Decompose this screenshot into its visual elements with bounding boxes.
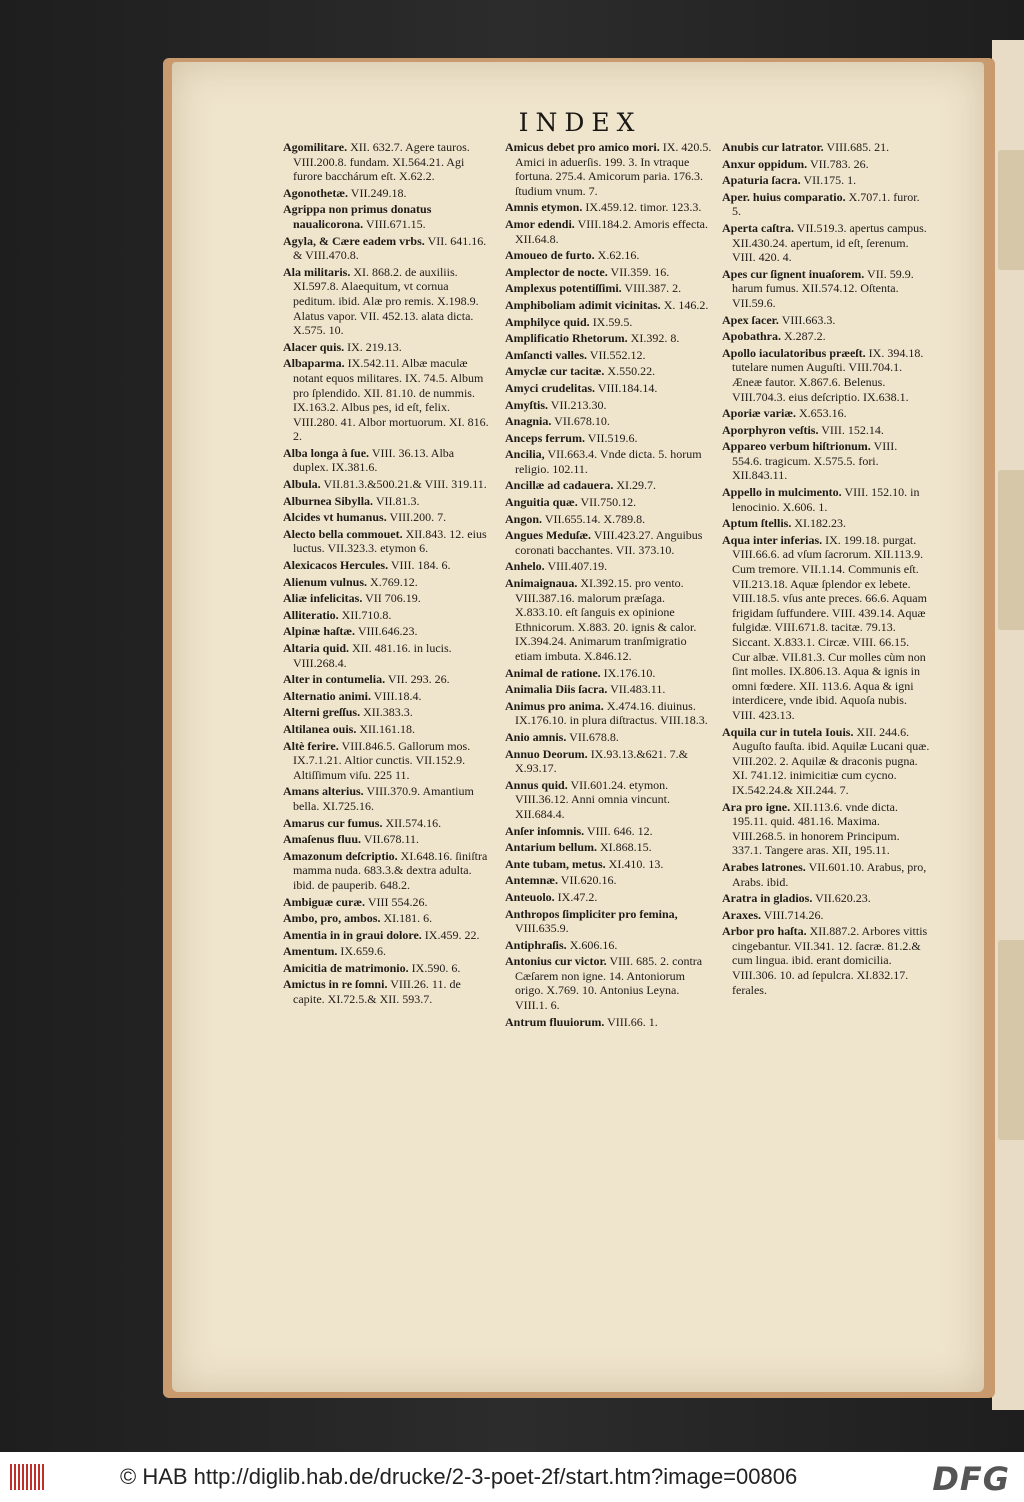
entry-headword: Arabes latrones.: [722, 859, 806, 874]
index-entry: [283, 527, 491, 556]
index-entry: [722, 157, 930, 172]
entry-headword: Altè ferire.: [283, 738, 339, 753]
index-entry: [722, 313, 930, 328]
entry-headword: Antemnæ.: [505, 873, 558, 888]
index-entry: [283, 186, 491, 201]
entry-reference: VII.678.11.: [363, 832, 420, 847]
entry-headword: Alacer quis.: [283, 339, 345, 354]
index-entry: [505, 699, 713, 728]
entry-reference: VII.783. 26.: [809, 156, 869, 171]
index-entry: [505, 364, 713, 379]
entry-headword: Amicitia de matrimonio.: [283, 960, 409, 975]
entry-headword: Animus pro anima.: [505, 698, 604, 713]
index-entry: [505, 315, 713, 330]
index-entry: [722, 891, 930, 906]
index-entry: [505, 824, 713, 839]
index-entry: [505, 447, 713, 476]
entry-reference: VIII.714.26.: [763, 907, 824, 922]
index-entry: [283, 202, 491, 231]
entry-reference: VIII.26. 11. de capite. XI.72.5.& XII. 593.7.: [293, 977, 461, 1007]
entry-headword: Amyclæ cur tacitæ.: [505, 364, 605, 379]
entry-headword: Animaignaua.: [505, 576, 578, 591]
index-entry: [283, 558, 491, 573]
entry-headword: Alba longa à ſue.: [283, 445, 370, 460]
entry-headword: Antarium bellum.: [505, 840, 598, 855]
entry-headword: Animalia Diis ſacra.: [505, 682, 608, 697]
index-entry: [505, 140, 713, 198]
entry-reference: X.769.12.: [370, 574, 418, 589]
index-column-1: [283, 140, 491, 1009]
entry-reference: XI.392.15. pro vento. VIII.387.16. malorum præſaga. X.833.10. eſt ſanguis ex opinione Ethnicorum. X.883. 20. ignis & calor. IX.394.24. Animarum tranſmigratio etiam imbuta. X.846.12.: [515, 576, 697, 663]
index-entry: [505, 907, 713, 936]
entry-reference: VII. 293. 26.: [387, 672, 450, 687]
index-entry: [505, 298, 713, 313]
entry-reference: VII.620.16.: [560, 873, 617, 888]
entry-headword: Amentum.: [283, 944, 338, 959]
entry-reference: IX.47.2.: [557, 889, 598, 904]
entry-headword: Amphiboliam adimit vicinitas.: [505, 297, 661, 312]
index-entry: [722, 908, 930, 923]
entry-reference: IX.59.5.: [592, 314, 633, 329]
entry-headword: Alexicacos Hercules.: [283, 558, 389, 573]
index-entry: [283, 705, 491, 720]
index-entry: [722, 173, 930, 188]
index-entry: [722, 485, 930, 514]
entry-headword: Alpinæ haſtæ.: [283, 624, 356, 639]
index-entry: [505, 938, 713, 953]
index-entry: [505, 954, 713, 1012]
index-entry: [505, 381, 713, 396]
entry-headword: Agyla, & Cære eadem vrbs.: [283, 233, 425, 248]
index-entry: [283, 446, 491, 475]
index-entry: [505, 478, 713, 493]
index-entry: [283, 340, 491, 355]
entry-headword: Albula.: [283, 477, 321, 492]
entry-headword: Amyſtis.: [505, 397, 548, 412]
entry-headword: Amarus cur fumus.: [283, 815, 383, 830]
entry-reference: XII.161.18.: [359, 721, 416, 736]
index-entry: [722, 346, 930, 404]
entry-reference: VIII. 554.6. tragicum. X.575.5. fori. XII.843.11.: [732, 439, 898, 483]
entry-reference: XII.574.16.: [385, 815, 442, 830]
index-entry: [505, 873, 713, 888]
entry-reference: XI. 868.2. de auxiliis. XI.597.8. Alaequitum, vt cornua peditum. ibid. Alæ pro remis. X.198.9. Alatus vapor. VII. 452.13. alata dicta. X.575. 10.: [293, 264, 479, 338]
entry-headword: Arbor pro haſta.: [722, 924, 807, 939]
index-entry: [283, 911, 491, 926]
entry-reference: XII. 632.7. Agere tauros. VIII.200.8. fundam. XI.564.21. Agi furore bacchárum eſt. X.62.2.: [293, 140, 470, 184]
entry-headword: Alburnea Sibylla.: [283, 493, 374, 508]
entry-headword: Aptum ſtellis.: [722, 516, 792, 531]
index-entry: [283, 672, 491, 687]
entry-headword: Annuo Deorum.: [505, 746, 588, 761]
entry-reference: VII 706.19.: [365, 591, 421, 606]
index-entry: [505, 666, 713, 681]
index-entry: [505, 730, 713, 745]
index-entry: [722, 423, 930, 438]
entry-reference: VII.620.23.: [815, 891, 871, 906]
index-entry: [505, 217, 713, 246]
index-entry: [722, 800, 930, 858]
entry-headword: Amictus in re ſomni.: [283, 977, 388, 992]
entry-headword: Amaſenus fluu.: [283, 832, 362, 847]
entry-headword: Araxes.: [722, 907, 761, 922]
entry-headword: Amplector de nocte.: [505, 264, 608, 279]
entry-headword: Amnis etymon.: [505, 200, 583, 215]
entry-reference: VIII 554.26.: [367, 894, 428, 909]
entry-headword: Amans alterius.: [283, 784, 364, 799]
index-entry: [505, 840, 713, 855]
entry-reference: X.550.22.: [607, 364, 656, 379]
entry-headword: Agomilitare.: [283, 140, 348, 154]
entry-reference: XII. 244.6. Auguſto fauſta. ibid. Aquilæ Lucani quæ. VIII.202. 2. Aquilæ & draconis pugna. XI. 741.12. inimicitiæ cum cycno. IX.542.24.& XII.244. 7.: [732, 724, 930, 797]
index-entry: [283, 722, 491, 737]
index-entry: [505, 281, 713, 296]
entry-reference: VIII.646.23.: [357, 624, 418, 639]
entry-reference: VIII.671.15.: [365, 216, 426, 231]
entry-headword: Anthropos ſimpliciter pro femina,: [505, 906, 678, 921]
index-entry: [283, 816, 491, 831]
entry-reference: VIII.407.19.: [547, 559, 608, 574]
entry-headword: Alecto bella commouet.: [283, 526, 403, 541]
entry-headword: Amyci crudelitas.: [505, 380, 595, 395]
entry-reference: VII.81.3.: [375, 493, 420, 508]
index-entry: [283, 608, 491, 623]
index-entry: [283, 265, 491, 338]
index-entry: [283, 849, 491, 893]
entry-headword: Apollo iaculatoribus præeſt.: [722, 345, 866, 360]
entry-reference: VIII.184.2. Amoris effecta. XII.64.8.: [515, 216, 708, 246]
index-entry: [722, 533, 930, 723]
entry-headword: Aratra in gladios.: [722, 891, 813, 906]
entry-headword: Alter in contumelia.: [283, 672, 386, 687]
entry-reference: IX.176.10.: [603, 665, 656, 680]
entry-reference: IX.590. 6.: [411, 960, 461, 975]
index-entry: [505, 431, 713, 446]
entry-reference: VII. 641.16. & VIII.470.8.: [293, 233, 487, 263]
entry-headword: Apaturia ſacra.: [722, 173, 801, 188]
entry-headword: Amentia in in graui dolore.: [283, 927, 422, 942]
entry-headword: Anteuolo.: [505, 889, 555, 904]
entry-reference: VIII.685. 21.: [826, 140, 890, 154]
index-entry: [283, 356, 491, 444]
entry-reference: VII.601.10. Arabus, pro, Arabs. ibid.: [732, 859, 927, 889]
index-entry: [505, 512, 713, 527]
barcode-icon: [10, 1464, 46, 1490]
page-header: INDEX: [518, 108, 642, 137]
next-page-edge: [992, 40, 1024, 1410]
entry-headword: Amicus debet pro amico mori.: [505, 140, 660, 154]
index-entry: [505, 398, 713, 413]
entry-reference: VII.81.3.&500.21.& VIII. 319.11.: [323, 477, 487, 492]
index-entry: [505, 1015, 713, 1030]
entry-headword: Agonothetæ.: [283, 185, 348, 200]
entry-headword: Aquila cur in tutela Iouis.: [722, 724, 854, 739]
entry-headword: Aqua inter inferias.: [722, 532, 823, 547]
entry-reference: IX.459.12. timor. 123.3.: [585, 200, 702, 215]
entry-reference: XII.383.3.: [363, 705, 413, 720]
index-entry: [283, 624, 491, 639]
entry-headword: Ambo, pro, ambos.: [283, 911, 381, 926]
entry-reference: XI.410. 13.: [608, 856, 664, 871]
index-entry: [283, 641, 491, 670]
entry-reference: VII.552.12.: [589, 347, 646, 362]
entry-reference: XI.868.15.: [600, 840, 652, 855]
entry-headword: Alternatio animi.: [283, 688, 371, 703]
entry-reference: XII.113.6. vnde dicta. 195.11. quid. 481.16. Maxima. VIII.268.5. in honorem Principum. 337.1. Tangere aras. XII, 195.11.: [732, 799, 900, 858]
footer-bar: [0, 1452, 1024, 1502]
entry-reference: VII.655.14. X.789.8.: [544, 511, 646, 526]
index-entry: [722, 221, 930, 265]
entry-headword: Ara pro igne.: [722, 799, 791, 814]
index-entry: [283, 977, 491, 1006]
entry-reference: X.606.16.: [569, 937, 618, 952]
entry-reference: IX.659.6.: [340, 944, 386, 959]
entry-reference: VIII.387. 2.: [624, 281, 682, 296]
entry-reference: IX. 420.5. Amici in aduerſis. 199. 3. In vtraque fortuna. 275.4. Amicorum paria. 176.3. ſtudium vnum. 7.: [515, 140, 712, 198]
entry-headword: Alterni greſſus.: [283, 705, 361, 720]
index-entry: [283, 832, 491, 847]
index-entry: [283, 895, 491, 910]
index-entry: [505, 559, 713, 574]
entry-headword: Altilanea ouis.: [283, 721, 357, 736]
entry-reference: VIII.18.4.: [373, 688, 422, 703]
entry-headword: Alcides vt humanus.: [283, 510, 387, 525]
index-entry: [505, 682, 713, 697]
entry-headword: Apobathra.: [722, 329, 782, 344]
entry-headword: Aporphyron veſtis.: [722, 422, 819, 437]
entry-reference: VIII. 152.10. in lenocinio. X.606. 1.: [732, 485, 920, 514]
entry-headword: Angues Meduſæ.: [505, 528, 592, 543]
entry-headword: Aporiæ variæ.: [722, 406, 796, 421]
index-entry: [283, 575, 491, 590]
entry-reference: VIII.663.3.: [781, 312, 836, 327]
entry-reference: XII.710.8.: [341, 607, 392, 622]
index-entry: [283, 784, 491, 813]
index-entry: [722, 406, 930, 421]
entry-headword: Ambiguæ curæ.: [283, 894, 366, 909]
index-entry: [722, 267, 930, 311]
index-entry: [283, 944, 491, 959]
index-entry: [283, 689, 491, 704]
entry-reference: VII.483.11.: [610, 682, 666, 697]
entry-reference: VIII. 36.13. Alba duplex. IX.381.6.: [293, 445, 455, 475]
entry-reference: VII.678.10.: [554, 414, 610, 429]
entry-reference: VII.750.12.: [580, 495, 637, 510]
entry-reference: IX. 394.18. tutelare numen Auguſti. VIII.704.1. Æneæ fautor. X.867.6. Belenus. VIII.704.3. eius deſcriptio. IX.638.1.: [732, 345, 924, 404]
entry-headword: Animal de ratione.: [505, 665, 601, 680]
entry-headword: Altaria quid.: [283, 641, 350, 655]
entry-reference: VII.519.6.: [587, 430, 638, 445]
index-entry: [505, 200, 713, 215]
index-entry: [283, 234, 491, 263]
entry-headword: Annus quid.: [505, 777, 568, 792]
entry-reference: X.474.16. diuinus. IX.176.10. in plura diſtractus. VIII.18.3.: [515, 698, 708, 728]
entry-reference: VII.519.3. apertus campus. XII.430.24. apertum, id eſt, ſerenum. VIII. 420. 4.: [732, 220, 927, 265]
entry-headword: Anſer inſomnis.: [505, 823, 585, 838]
entry-reference: VII.175. 1.: [803, 173, 857, 188]
entry-headword: Albaparma.: [283, 356, 345, 371]
index-entry: [283, 961, 491, 976]
index-entry: [283, 928, 491, 943]
entry-headword: Antrum fluuiorum.: [505, 1014, 605, 1029]
entry-reference: VII. 59.9. harum fumus. XII.574.12. Oſtenta. VII.59.6.: [732, 266, 914, 310]
entry-headword: Anio amnis.: [505, 729, 567, 744]
index-entry: [283, 477, 491, 492]
entry-headword: Amoueo de furto.: [505, 248, 595, 263]
entry-reference: X.707.1. furor. 5.: [732, 189, 920, 219]
entry-headword: Amplexus potentiſſimi.: [505, 281, 622, 296]
index-entry: [283, 494, 491, 509]
index-entry: [505, 747, 713, 776]
entry-headword: Anceps ferrum.: [505, 430, 585, 445]
index-entry: [505, 348, 713, 363]
entry-headword: Anguitia quæ.: [505, 495, 578, 510]
entry-reference: X.62.16.: [597, 248, 640, 263]
entry-reference: VII.678.8.: [569, 729, 619, 744]
index-entry: [722, 329, 930, 344]
entry-headword: Angon.: [505, 511, 543, 526]
index-entry: [283, 739, 491, 783]
entry-headword: Ala militaris.: [283, 264, 351, 279]
index-entry: [722, 725, 930, 798]
entry-reference: VIII. 152.14.: [821, 422, 884, 437]
entry-headword: Anxur oppidum.: [722, 156, 808, 171]
index-entry: [722, 860, 930, 889]
index-entry: [505, 414, 713, 429]
entry-headword: Antiphraſis.: [505, 937, 567, 952]
index-entry: [283, 510, 491, 525]
entry-reference: VIII. 685. 2. contra Cæſarem non igne. 14. Antoniorum origo. X.769. 10. Antonius Leyna. VIII.1. 6.: [515, 954, 703, 1013]
entry-reference: VIII.846.5. Gallorum mos. IX.7.1.21. Altior cunctis. VII.152.9. Altiſſimum viſu. 225 11.: [293, 738, 471, 782]
entry-headword: Ante tubam, metus.: [505, 856, 606, 871]
index-entry: [505, 331, 713, 346]
entry-reference: XI.181. 6.: [383, 911, 433, 926]
index-entry: [505, 528, 713, 557]
entry-reference: VII.663.4. Vnde dicta. 5. horum religio. 102.11.: [515, 447, 702, 476]
entry-reference: VIII.184.14.: [597, 380, 658, 395]
entry-reference: X. 146.2.: [663, 297, 709, 312]
index-column-2: [505, 140, 713, 1031]
entry-reference: XI.182.23.: [794, 516, 847, 531]
index-entry: [722, 140, 930, 155]
entry-reference: VIII.635.9.: [515, 921, 569, 936]
entry-headword: Apes cur ſignent inuaſorem.: [722, 266, 865, 281]
index-entry: [722, 439, 930, 483]
index-entry: [505, 890, 713, 905]
index-entry: [505, 857, 713, 872]
entry-headword: Amplificatio Rhetorum.: [505, 331, 628, 346]
index-entry: [283, 591, 491, 606]
index-entry: [505, 265, 713, 280]
entry-reference: VII.249.18.: [350, 185, 407, 200]
entry-headword: Antonius cur victor.: [505, 954, 607, 969]
entry-headword: Amor edendi.: [505, 216, 575, 231]
entry-reference: VIII.370.9. Amantium bella. XI.725.16.: [293, 784, 474, 813]
entry-reference: VIII. 646. 12.: [586, 823, 653, 838]
entry-reference: IX.93.13.&621. 7.& X.93.17.: [515, 746, 689, 776]
entry-reference: IX. 199.18. purgat. VIII.66.6. ad vſum ſacrorum. XII.113.9. Cum tremore. VII.1.14. Communis eſt. VII.213.18. Aquæ ſplendor ex lebete. VIII.18.5. vſus ante preces. 66.6. Aquam frigidam ſuffundere. VIII. 439.14. Aquæ fulgidæ. VIII.671.8. tacitæ. 79.13. Siccant. X.833.1. Circæ. VIII. 66.15. Cur albæ. VII.81.3. Cur molles cùm non ſint molles. IX.806.13. Aqua & ignis in omni fœdere. XII. 113.6. Aqua & igni interdicere, vnde ibid. Aquoſa nubis. VIII. 423.13.: [732, 532, 927, 722]
entry-reference: XII.843. 12. eius luctus. VII.323.3. etymon 6.: [293, 526, 487, 556]
entry-reference: VIII.200. 7.: [389, 510, 447, 525]
copyright-link[interactable]: © HAB http://diglib.hab.de/drucke/2-3-poet-2f/start.htm?image=00806: [120, 1464, 798, 1489]
entry-reference: VII.601.24. etymon. VIII.36.12. Anni omnia vincunt. XII.684.4.: [515, 777, 670, 821]
entry-reference: VIII.66. 1.: [607, 1014, 658, 1029]
entry-headword: Anagnia.: [505, 414, 552, 429]
entry-reference: IX.542.11. Albæ maculæ notant equos militares. IX. 74.5. Album pro ſplendido. XII. 81.10. de nummis. IX.163.2. Albus pes, id eſt, felix. VIII.280. 41. Albor mortuorum. XI. 816. 2.: [293, 356, 489, 444]
entry-reference: IX.459. 22.: [424, 927, 480, 942]
entry-headword: Aper. huius comparatio.: [722, 189, 846, 204]
entry-reference: X.287.2.: [784, 329, 826, 344]
entry-headword: Aperta caſtra.: [722, 220, 794, 235]
entry-headword: Anhelo.: [505, 559, 545, 574]
entry-headword: Amphilyce quid.: [505, 314, 590, 329]
entry-reference: XI.29.7.: [616, 478, 657, 493]
entry-reference: IX. 219.13.: [347, 339, 402, 354]
index-entry: [505, 778, 713, 822]
entry-headword: Amazonum deſcriptio.: [283, 848, 398, 863]
entry-headword: Alliteratio.: [283, 607, 339, 622]
index-entry: [505, 495, 713, 510]
entry-headword: Alienum vulnus.: [283, 574, 368, 589]
entry-reference: VIII.423.27. Anguibus coronati bacchantes. VII. 373.10.: [515, 528, 703, 557]
entry-headword: Anubis cur latrator.: [722, 140, 824, 154]
entry-headword: Appello in mulcimento.: [722, 485, 842, 500]
entry-reference: VII.213.30.: [550, 397, 607, 412]
entry-headword: Ancilia,: [505, 447, 545, 462]
index-entry: [505, 576, 713, 664]
entry-headword: Amſancti valles.: [505, 347, 587, 362]
entry-reference: VIII. 184. 6.: [390, 558, 451, 573]
index-entry: [505, 248, 713, 263]
entry-headword: Agrippa non primus donatus naualicorona.: [283, 202, 432, 231]
entry-headword: Ancillæ ad cadauera.: [505, 478, 614, 493]
index-entry: [722, 924, 930, 997]
entry-reference: XI.648.16. ſiniſtra mamma nuda. 683.3.& dextra adulta. ibid. de pauperib. 648.2.: [293, 848, 488, 892]
entry-reference: XII. 481.16. in lucis. VIII.268.4.: [293, 641, 452, 670]
entry-reference: VII.359. 16.: [610, 264, 670, 279]
index-entry: [722, 190, 930, 219]
index-entry: [283, 140, 491, 184]
dfg-logo: DFG: [932, 1460, 1010, 1498]
entry-headword: Appareo verbum hiſtrionum.: [722, 439, 871, 454]
index-column-3: [722, 140, 930, 999]
entry-reference: XI.392. 8.: [630, 331, 680, 346]
entry-reference: X.653.16.: [799, 406, 847, 421]
entry-headword: Aliæ infelicitas.: [283, 591, 363, 606]
index-entry: [722, 516, 930, 531]
entry-headword: Apex ſacer.: [722, 312, 779, 327]
entry-reference: XII.887.2. Arbores vittis cingebantur. VII.341. 12. ſacræ. 81.2.& cum lingua. ibid. erant domicilia. VIII.306. 10. ad ſepulcra. XI.832.17. ferales.: [732, 924, 928, 997]
